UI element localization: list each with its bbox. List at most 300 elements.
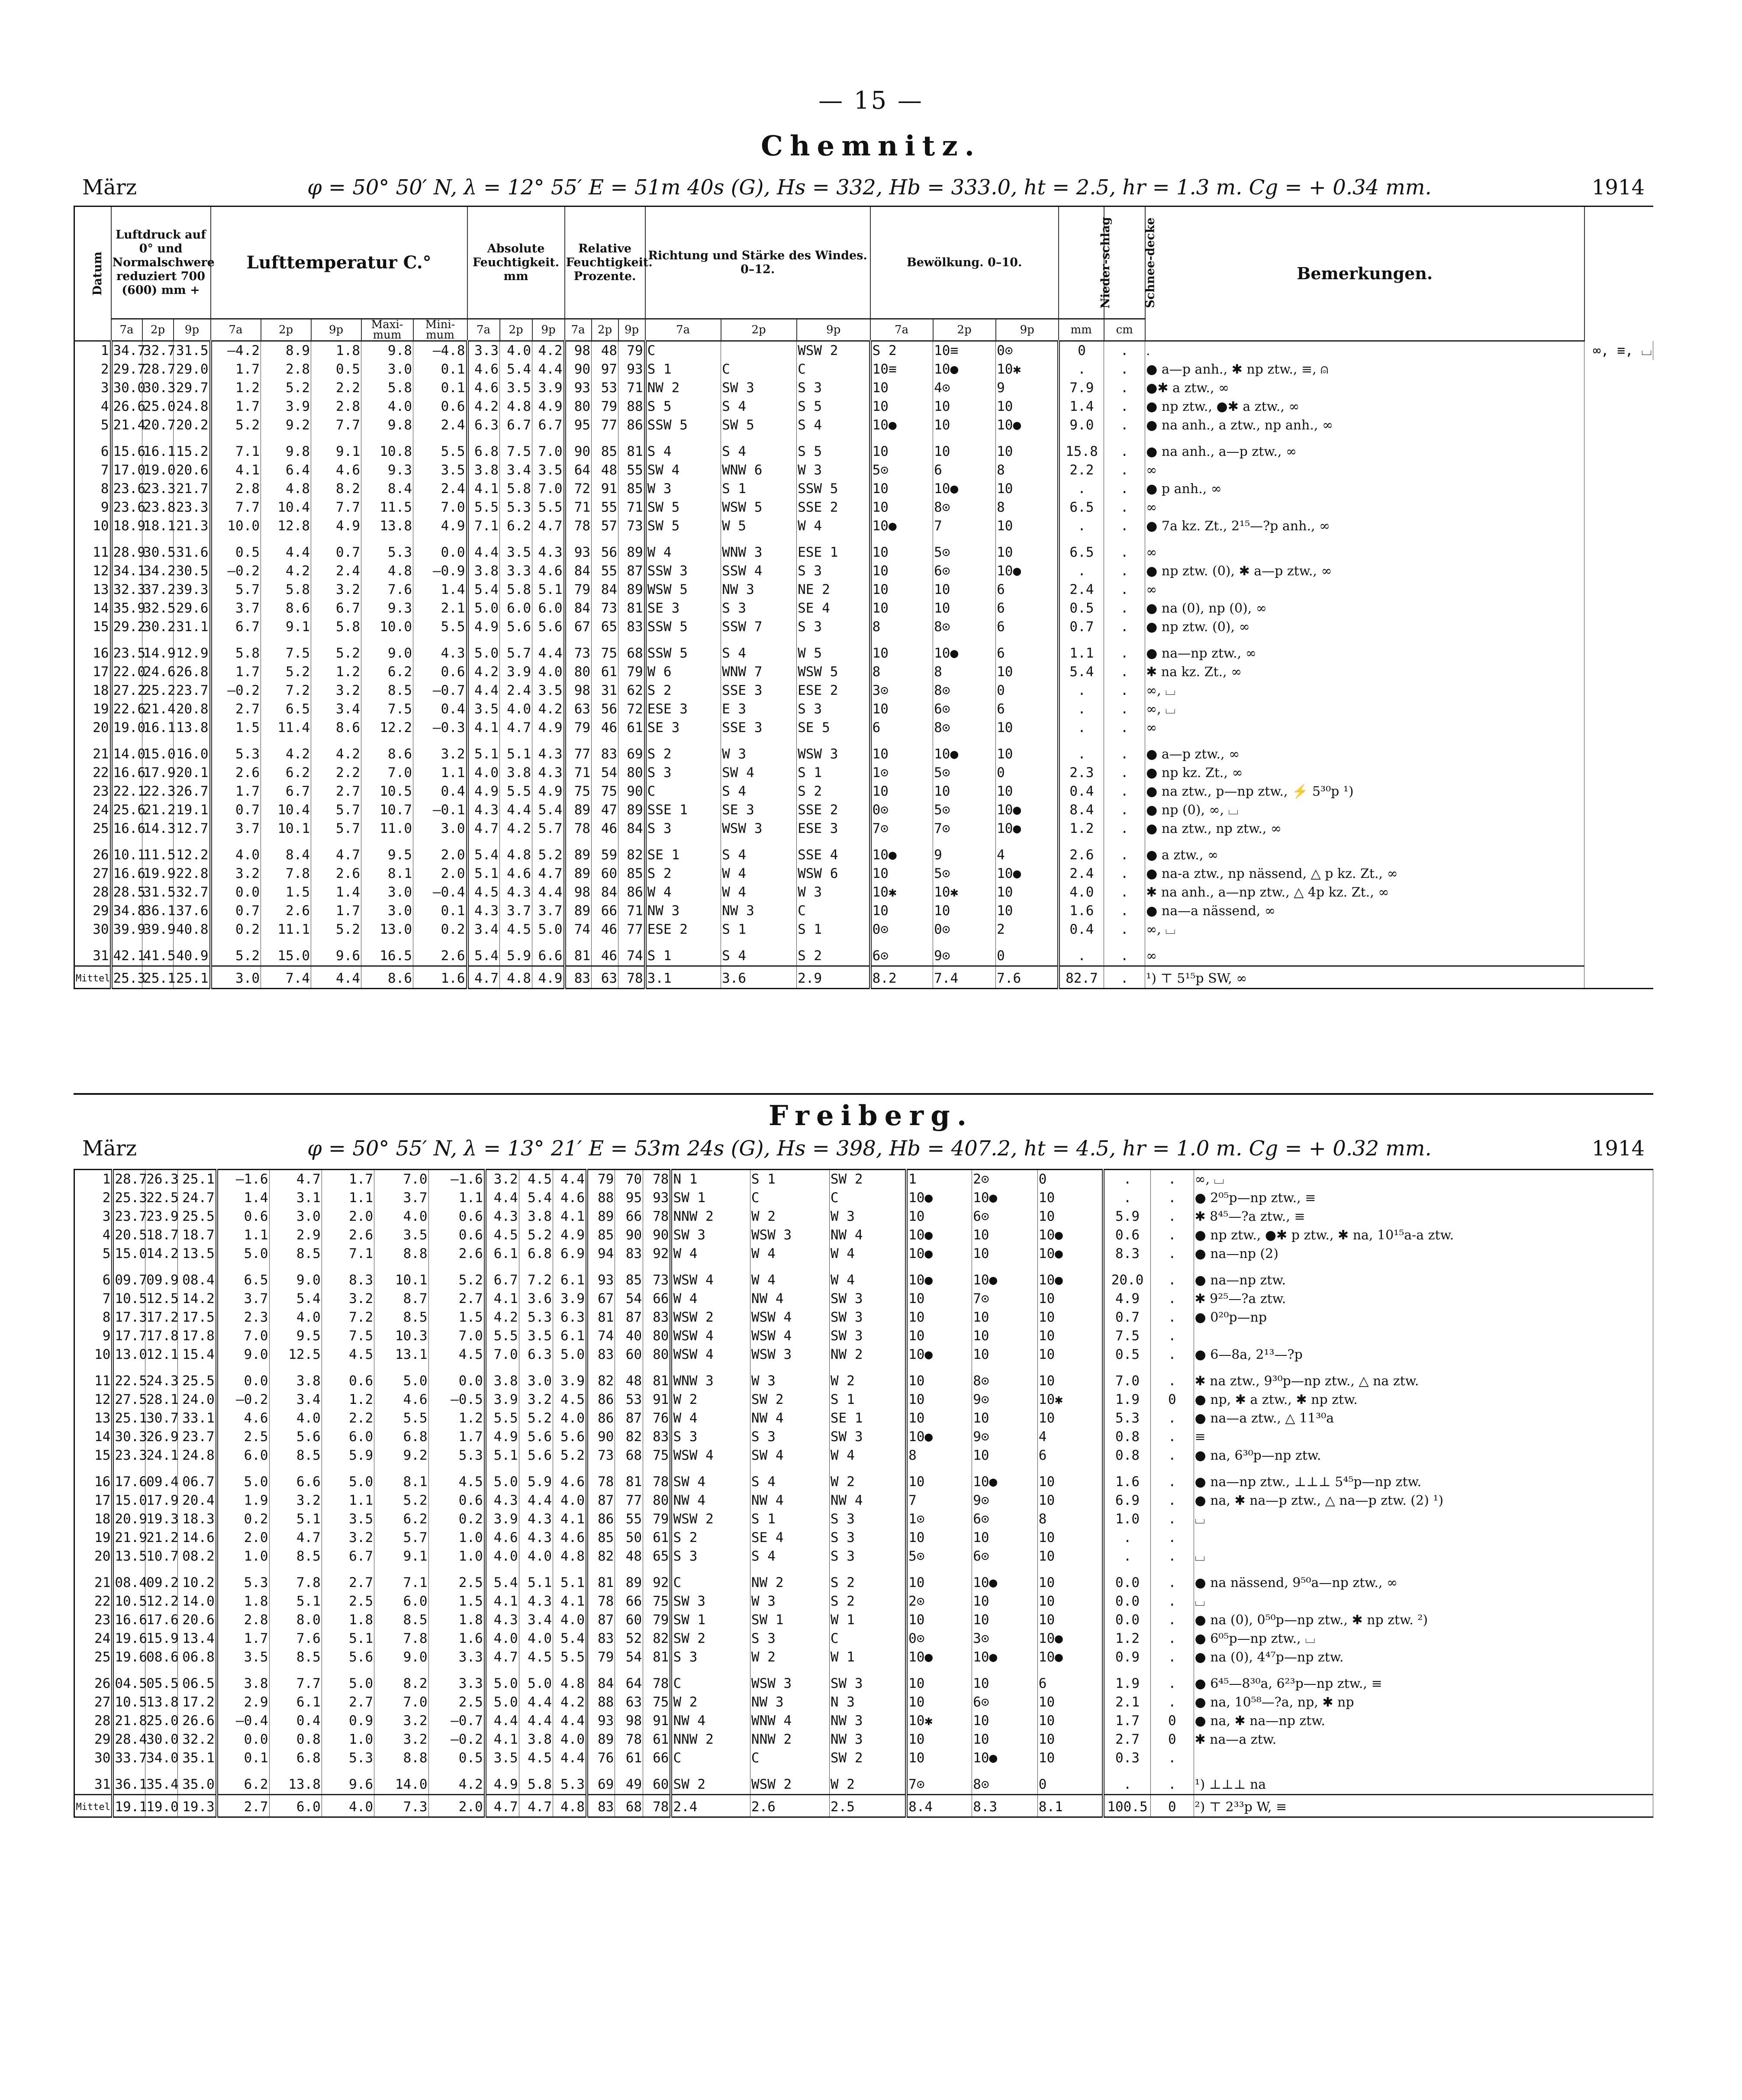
cell-relf-9p: 55 (618, 461, 645, 480)
cell-druck-2p: 23.8 (142, 498, 174, 517)
cell-temp-9p: 2.7 (322, 1693, 374, 1712)
cell-temp-7a: 1.4 (217, 1189, 269, 1207)
cell-wind-9p: S 2 (829, 1566, 906, 1592)
cell-remarks: ● a ztw., ∞ (1145, 838, 1584, 865)
cell-datum: 11 (74, 1364, 113, 1390)
sub-7a: 7a (211, 319, 261, 341)
cell-druck-9p: 19.3 (178, 1795, 217, 1817)
cell-cloud-7a: 5⊙ (906, 1547, 972, 1566)
cell-cloud-9p: 0⊙ (996, 341, 1059, 361)
cell-datum: 31 (74, 939, 111, 966)
cell-absf-2p: 3.4 (500, 461, 532, 480)
cell-druck-2p: 15.9 (145, 1629, 178, 1648)
cell-cloud-9p: 10● (1037, 1629, 1103, 1648)
cell-druck-2p: 16.1 (142, 719, 174, 737)
cell-wind-7a: WSW 2 (671, 1308, 750, 1327)
cell-absf-9p: 4.0 (553, 1611, 587, 1629)
cell-temp-9p: 1.1 (322, 1189, 374, 1207)
cell-temp-max: 9.1 (374, 1547, 428, 1566)
cell-wind-2p: NW 2 (750, 1566, 829, 1592)
cell-datum: 4 (74, 397, 111, 416)
cell-wind-9p: SW 3 (829, 1308, 906, 1327)
cell-datum: 8 (74, 1308, 113, 1327)
cell-remarks: ● a—p anh., ✱ np ztw., ≡, ⍝ (1145, 360, 1584, 379)
cell-undefined: ∞, ≡, ⌴ (1584, 341, 1653, 361)
cell-wind-7a: SW 5 (645, 517, 721, 535)
cell-absf-2p: 3.8 (500, 764, 532, 782)
sub-7a: 7a (565, 319, 592, 341)
cell-absf-7a: 3.3 (467, 341, 500, 361)
cell-absf-7a: 4.9 (467, 782, 500, 801)
cell-relf-9p: 75 (643, 1446, 671, 1465)
cell-temp-max: 8.5 (374, 1611, 428, 1629)
cell-temp-min: 3.3 (428, 1648, 485, 1667)
cell-cloud-7a: 10● (906, 1648, 972, 1667)
cell-relf-7a: 89 (565, 865, 592, 883)
cell-druck-7a: 25.6 (111, 801, 142, 819)
cell-cloud-2p: 0⊙ (933, 920, 996, 939)
table-row (74, 1629, 1653, 1648)
cell-precip: . (1103, 1547, 1151, 1566)
cell-temp-9p: 5.1 (322, 1629, 374, 1648)
cell-remarks: ● 7a kz. Zt., 2¹⁵—?p anh., ∞ (1145, 517, 1584, 535)
cell-absf-7a: 3.5 (485, 1749, 519, 1768)
cell-snow: . (1104, 461, 1145, 480)
cell-snow: . (1151, 1290, 1194, 1308)
cell-absf-2p: 4.4 (519, 1693, 553, 1712)
cell-druck-7a: 13.0 (113, 1345, 145, 1364)
cell-druck-2p: 15.0 (142, 737, 174, 764)
cell-cloud-2p: 9⊙ (972, 1390, 1038, 1409)
cell-precip: 1.1 (1059, 636, 1104, 663)
cell-temp-min: 0.6 (413, 397, 467, 416)
cell-remarks: ● na, 6³⁰p—np ztw. (1194, 1446, 1653, 1465)
cell-wind-2p: C (750, 1749, 829, 1768)
weather-table-chemnitz (74, 206, 1653, 989)
station-header-freiberg (82, 1136, 1645, 1167)
cell-temp-max: 9.8 (361, 341, 413, 361)
cell-relf-2p: 68 (615, 1795, 643, 1817)
cell-absf-7a: 4.4 (467, 681, 500, 700)
cell-temp-9p: 5.8 (311, 618, 361, 636)
cell-temp-7a: 5.0 (217, 1245, 269, 1263)
cell-absf-9p: 4.1 (553, 1510, 587, 1529)
cell-absf-2p: 5.6 (519, 1446, 553, 1465)
table-row (74, 562, 1653, 581)
cell-temp-7a: 3.0 (211, 966, 261, 989)
cell-wind-2p: E 3 (721, 700, 797, 719)
cell-cloud-9p: 10 (1037, 1364, 1103, 1390)
cell-druck-7a: 23.3 (113, 1446, 145, 1465)
cell-datum: Mittel (74, 1795, 113, 1817)
cell-snow: . (1104, 801, 1145, 819)
cell-remarks: ● a—p ztw., ∞ (1145, 737, 1584, 764)
cell-absf-7a: 5.0 (485, 1693, 519, 1712)
cell-temp-9p: 6.7 (311, 599, 361, 618)
cell-cloud-2p: 6⊙ (972, 1693, 1038, 1712)
cell-temp-9p: 1.8 (311, 341, 361, 361)
cell-datum: 15 (74, 1446, 113, 1465)
cell-relf-9p: 89 (618, 535, 645, 562)
cell-temp-2p: 8.9 (261, 341, 311, 361)
cell-relf-2p: 81 (615, 1465, 643, 1491)
cell-cloud-9p: 10 (996, 435, 1059, 461)
table-row (74, 920, 1653, 939)
cell-absf-9p: 4.7 (532, 865, 565, 883)
cell-absf-2p: 4.7 (500, 719, 532, 737)
cell-cloud-2p: 10 (933, 599, 996, 618)
cell-cloud-9p: 10● (996, 416, 1059, 435)
cell-cloud-2p: 10● (933, 480, 996, 498)
cell-wind-2p: S 1 (750, 1170, 829, 1189)
cell-absf-2p: 6.0 (500, 599, 532, 618)
cell-cloud-7a: 10 (870, 700, 933, 719)
cell-remarks: ● 6—8a, 2¹³—?p (1194, 1345, 1653, 1364)
cell-cloud-7a: 10 (870, 581, 933, 599)
cell-druck-9p: 13.5 (178, 1245, 217, 1263)
cell-precip: 2.6 (1059, 838, 1104, 865)
cell-absf-2p: 3.9 (500, 663, 532, 681)
cell-wind-9p: W 1 (829, 1611, 906, 1629)
cell-druck-2p: 25.0 (145, 1712, 178, 1730)
cell-temp-2p: 8.0 (269, 1611, 322, 1629)
cell-druck-2p: 23.3 (142, 480, 174, 498)
cell-relf-9p: 82 (618, 838, 645, 865)
cell-druck-2p: 19.3 (145, 1510, 178, 1529)
table-row (74, 1290, 1653, 1308)
cell-cloud-2p: 10● (972, 1566, 1038, 1592)
cell-precip: 0.7 (1059, 618, 1104, 636)
cell-relf-7a: 83 (587, 1629, 615, 1648)
cell-wind-2p: S 4 (750, 1547, 829, 1566)
cell-datum: 27 (74, 865, 111, 883)
cell-datum: 19 (74, 1529, 113, 1547)
cell-druck-2p: 11.5 (142, 838, 174, 865)
cell-absf-2p: 5.7 (500, 636, 532, 663)
cell-wind-2p: WSW 3 (721, 819, 797, 838)
cell-temp-7a: 0.0 (217, 1364, 269, 1390)
cell-wind-2p: W 2 (750, 1648, 829, 1667)
cell-absf-2p: 6.8 (519, 1245, 553, 1263)
cell-wind-7a: SE 1 (645, 838, 721, 865)
cell-temp-9p: 5.0 (322, 1667, 374, 1693)
cell-precip: 0.0 (1103, 1611, 1151, 1629)
cell-cloud-9p: 10✱ (996, 360, 1059, 379)
cell-temp-9p: 1.2 (322, 1390, 374, 1409)
cell-precip: . (1059, 719, 1104, 737)
cell-cloud-7a: 10● (870, 838, 933, 865)
cell-cloud-2p: 9⊙ (972, 1428, 1038, 1446)
cell-remarks: ● na anh., a ztw., np anh., ∞ (1145, 416, 1584, 435)
cell-snow: . (1151, 1308, 1194, 1327)
sub-9p: 9p (174, 319, 211, 341)
cell-druck-9p: 30.5 (174, 562, 211, 581)
cell-druck-9p: 32.2 (178, 1730, 217, 1749)
cell-absf-7a: 6.7 (485, 1263, 519, 1290)
cell-snow: . (1151, 1327, 1194, 1345)
cell-relf-2p: 83 (592, 737, 618, 764)
cell-relf-7a: 82 (587, 1547, 615, 1566)
cell-relf-9p: 66 (643, 1749, 671, 1768)
cell-wind-9p: S 2 (829, 1592, 906, 1611)
cell-absf-7a: 5.4 (467, 838, 500, 865)
cell-absf-7a: 5.1 (485, 1446, 519, 1465)
cell-datum: 17 (74, 1491, 113, 1510)
cell-absf-9p: 5.3 (553, 1768, 587, 1795)
cell-absf-2p: 5.5 (500, 782, 532, 801)
cell-wind-7a: WSW 2 (671, 1510, 750, 1529)
cell-snow: . (1151, 1170, 1194, 1189)
cell-druck-9p: 26.8 (174, 663, 211, 681)
cell-relf-7a: 79 (587, 1170, 615, 1189)
cell-absf-7a: 4.3 (485, 1611, 519, 1629)
cell-absf-2p: 6.7 (500, 416, 532, 435)
sub-2p: 2p (721, 319, 797, 341)
cell-temp-min: 0.5 (428, 1749, 485, 1768)
cell-absf-9p: 6.6 (532, 939, 565, 966)
cell-relf-7a: 74 (565, 920, 592, 939)
cell-wind-9p: S 1 (797, 764, 870, 782)
cell-wind-9p: W 4 (797, 517, 870, 535)
sub-9p: 9p (618, 319, 645, 341)
cell-temp-min: —0.2 (428, 1730, 485, 1749)
cell-datum: 8 (74, 480, 111, 498)
cell-temp-9p: 0.7 (311, 535, 361, 562)
table-row (74, 379, 1653, 397)
cell-cloud-9p: 10 (1037, 1547, 1103, 1566)
cell-temp-9p: 8.6 (311, 719, 361, 737)
cell-temp-min: 3.3 (428, 1667, 485, 1693)
cell-temp-7a: 0.2 (217, 1510, 269, 1529)
table-row (74, 1611, 1653, 1629)
cell-absf-2p: 4.5 (519, 1648, 553, 1667)
cell-relf-2p: 75 (592, 782, 618, 801)
cell-temp-9p: 7.5 (322, 1327, 374, 1345)
cell-relf-2p: 57 (592, 517, 618, 535)
cell-remarks: ● na—np ztw., ⊥⊥⊥ 5⁴⁵p—np ztw. (1194, 1465, 1653, 1491)
cell-cloud-7a: 10 (870, 865, 933, 883)
cell-relf-9p: 66 (643, 1290, 671, 1308)
cell-temp-2p: 9.1 (261, 618, 311, 636)
cell-relf-7a: 78 (587, 1592, 615, 1611)
cell-absf-7a: 4.5 (485, 1226, 519, 1245)
cell-relf-9p: 84 (618, 819, 645, 838)
cell-wind-2p: W 4 (750, 1245, 829, 1263)
cell-wind-9p: WSW 3 (797, 737, 870, 764)
cell-datum: 2 (74, 360, 111, 379)
cell-cloud-7a: 10 (906, 1364, 972, 1390)
cell-cloud-9p: 6 (996, 618, 1059, 636)
cell-wind-7a: WSW 5 (645, 581, 721, 599)
cell-druck-9p: 25.1 (174, 966, 211, 989)
cell-temp-min: 0.2 (428, 1510, 485, 1529)
cell-snow: . (1151, 1189, 1194, 1207)
table-row (74, 1491, 1653, 1510)
cell-temp-2p: 10.4 (261, 801, 311, 819)
cell-remarks: ∞ (1145, 535, 1584, 562)
cell-temp-2p: 6.2 (261, 764, 311, 782)
cell-cloud-9p: 10● (996, 865, 1059, 883)
cell-absf-7a: 4.7 (485, 1795, 519, 1817)
cell-precip: 2.3 (1059, 764, 1104, 782)
cell-temp-9p: 1.4 (311, 883, 361, 902)
cell-absf-2p: 3.7 (500, 902, 532, 920)
cell-absf-9p: 4.8 (553, 1795, 587, 1817)
cell-relf-2p: 55 (592, 498, 618, 517)
cell-cloud-7a: 10 (906, 1327, 972, 1345)
cell-absf-7a: 5.5 (485, 1409, 519, 1428)
cell-temp-9p: 1.7 (311, 902, 361, 920)
cell-temp-max: 11.0 (361, 819, 413, 838)
cell-druck-9p: 18.7 (178, 1226, 217, 1245)
cell-cloud-9p: 10 (996, 663, 1059, 681)
cell-absf-2p: 5.3 (519, 1308, 553, 1327)
cell-datum: 9 (74, 498, 111, 517)
table-row (74, 397, 1653, 416)
cell-druck-2p: 21.2 (142, 801, 174, 819)
cell-temp-min: 2.0 (413, 838, 467, 865)
cell-absf-7a: 5.0 (467, 636, 500, 663)
cell-relf-9p: 75 (643, 1693, 671, 1712)
cell-remarks: ● na—np ztw., ∞ (1145, 636, 1584, 663)
cell-temp-7a: —0.2 (211, 681, 261, 700)
cell-druck-9p: 06.5 (178, 1667, 217, 1693)
cell-temp-min: 5.2 (428, 1263, 485, 1290)
cell-temp-2p: 5.2 (261, 379, 311, 397)
cell-absf-7a: 3.2 (485, 1170, 519, 1189)
cell-datum: 20 (74, 1547, 113, 1566)
table-row (74, 737, 1653, 764)
cell-druck-7a: 18.9 (111, 517, 142, 535)
cell-cloud-7a: 10 (906, 1693, 972, 1712)
cell-wind-7a: N 1 (671, 1170, 750, 1189)
cell-wind-7a: SSW 5 (645, 618, 721, 636)
cell-wind-9p: S 3 (829, 1529, 906, 1547)
cell-cloud-7a: 7⊙ (870, 819, 933, 838)
cell-wind-9p: S 3 (829, 1547, 906, 1566)
cell-druck-7a: 29.2 (111, 618, 142, 636)
cell-temp-2p: 6.6 (269, 1465, 322, 1491)
cell-temp-9p: 4.9 (311, 517, 361, 535)
cell-cloud-9p: 6 (996, 700, 1059, 719)
cell-temp-9p: 4.6 (311, 461, 361, 480)
cell-precip: 2.4 (1059, 865, 1104, 883)
cell-precip: 0.3 (1103, 1749, 1151, 1768)
cell-wind-7a: S 2 (645, 737, 721, 764)
cell-temp-min: —0.5 (428, 1390, 485, 1409)
cell-temp-max: 3.5 (374, 1226, 428, 1245)
cell-cloud-9p: 8 (996, 498, 1059, 517)
cell-temp-max: 3.2 (374, 1730, 428, 1749)
cell-datum: 23 (74, 782, 111, 801)
cell-temp-max: 5.0 (374, 1364, 428, 1390)
cell-druck-9p: 12.7 (174, 819, 211, 838)
cell-cloud-2p: 10 (933, 581, 996, 599)
cell-temp-max: 8.1 (374, 1465, 428, 1491)
cell-wind-9p: S 3 (797, 379, 870, 397)
cell-absf-7a: 5.4 (467, 939, 500, 966)
cell-temp-9p: 7.7 (311, 416, 361, 435)
table-row (74, 663, 1653, 681)
cell-relf-7a: 74 (587, 1327, 615, 1345)
cell-absf-7a: 5.1 (467, 737, 500, 764)
cell-precip: 0.9 (1103, 1648, 1151, 1667)
cell-relf-2p: 48 (615, 1547, 643, 1566)
cell-cloud-2p: 10 (972, 1592, 1038, 1611)
cell-precip: 100.5 (1103, 1795, 1151, 1817)
cell-absf-2p: 4.7 (519, 1795, 553, 1817)
cell-datum: 24 (74, 801, 111, 819)
cell-wind-7a: WSW 4 (671, 1446, 750, 1465)
cell-wind-9p: NE 2 (797, 581, 870, 599)
cell-temp-2p: 12.5 (269, 1345, 322, 1364)
cell-wind-7a: S 5 (645, 397, 721, 416)
cell-temp-min: 1.0 (428, 1547, 485, 1566)
cell-cloud-9p: 9 (996, 379, 1059, 397)
cell-relf-9p: 93 (618, 360, 645, 379)
cell-relf-7a: 79 (587, 1648, 615, 1667)
cell-temp-2p: 6.7 (261, 782, 311, 801)
cell-absf-2p: 4.3 (500, 883, 532, 902)
cell-precip: 8.4 (1059, 801, 1104, 819)
cell-wind-2p: NW 3 (750, 1693, 829, 1712)
cell-cloud-7a: 10 (906, 1749, 972, 1768)
cell-temp-min: 0.1 (413, 379, 467, 397)
cell-wind-2p: W 2 (750, 1207, 829, 1226)
cell-druck-2p: 24.1 (145, 1446, 178, 1465)
cell-wind-7a: S 2 (645, 681, 721, 700)
cell-druck-7a: 28.4 (113, 1730, 145, 1749)
cell-druck-7a: 19.0 (111, 719, 142, 737)
cell-wind-2p: S 1 (750, 1510, 829, 1529)
cell-relf-7a: 73 (587, 1446, 615, 1465)
cell-wind-9p: C (797, 902, 870, 920)
cell-temp-9p: 5.3 (322, 1749, 374, 1768)
cell-remarks: ● 0²⁰p—np (1194, 1308, 1653, 1327)
cell-temp-2p: 8.5 (269, 1648, 322, 1667)
cell-temp-9p: 5.9 (322, 1446, 374, 1465)
cell-temp-max: 8.2 (374, 1667, 428, 1693)
cell-wind-2p: 2.6 (750, 1795, 829, 1817)
cell-relf-2p: 85 (615, 1263, 643, 1290)
cell-precip: 2.4 (1059, 581, 1104, 599)
cell-temp-2p: 2.8 (261, 360, 311, 379)
cell-temp-min: 4.5 (428, 1345, 485, 1364)
cell-druck-7a: 10.5 (113, 1290, 145, 1308)
cell-temp-max: 4.8 (361, 562, 413, 581)
cell-wind-2p: NW 4 (750, 1290, 829, 1308)
cell-wind-2p: S 3 (750, 1629, 829, 1648)
cell-druck-7a: 39.9 (111, 920, 142, 939)
cell-wind-7a: S 1 (645, 360, 721, 379)
col-schneedecke: Schnee-decke (1104, 206, 1145, 319)
cell-wind-7a: W 4 (645, 535, 721, 562)
cell-temp-min: 2.7 (428, 1290, 485, 1308)
cell-druck-7a: 15.0 (113, 1245, 145, 1263)
cell-absf-7a: 4.1 (467, 480, 500, 498)
cell-cloud-2p: 10● (972, 1465, 1038, 1491)
cell-druck-2p: 09.9 (145, 1263, 178, 1290)
cell-snow: . (1151, 1409, 1194, 1428)
cell-relf-2p: 46 (592, 920, 618, 939)
cell-druck-7a: 09.7 (113, 1263, 145, 1290)
cell-absf-9p: 4.2 (553, 1693, 587, 1712)
cell-relf-7a: 89 (565, 902, 592, 920)
cell-relf-9p: 83 (643, 1428, 671, 1446)
cell-temp-2p: 6.5 (261, 700, 311, 719)
cell-druck-7a: 28.5 (111, 883, 142, 902)
cell-remarks: ✱ na anh., a—np ztw., △ 4p kz. Zt., ∞ (1145, 883, 1584, 902)
